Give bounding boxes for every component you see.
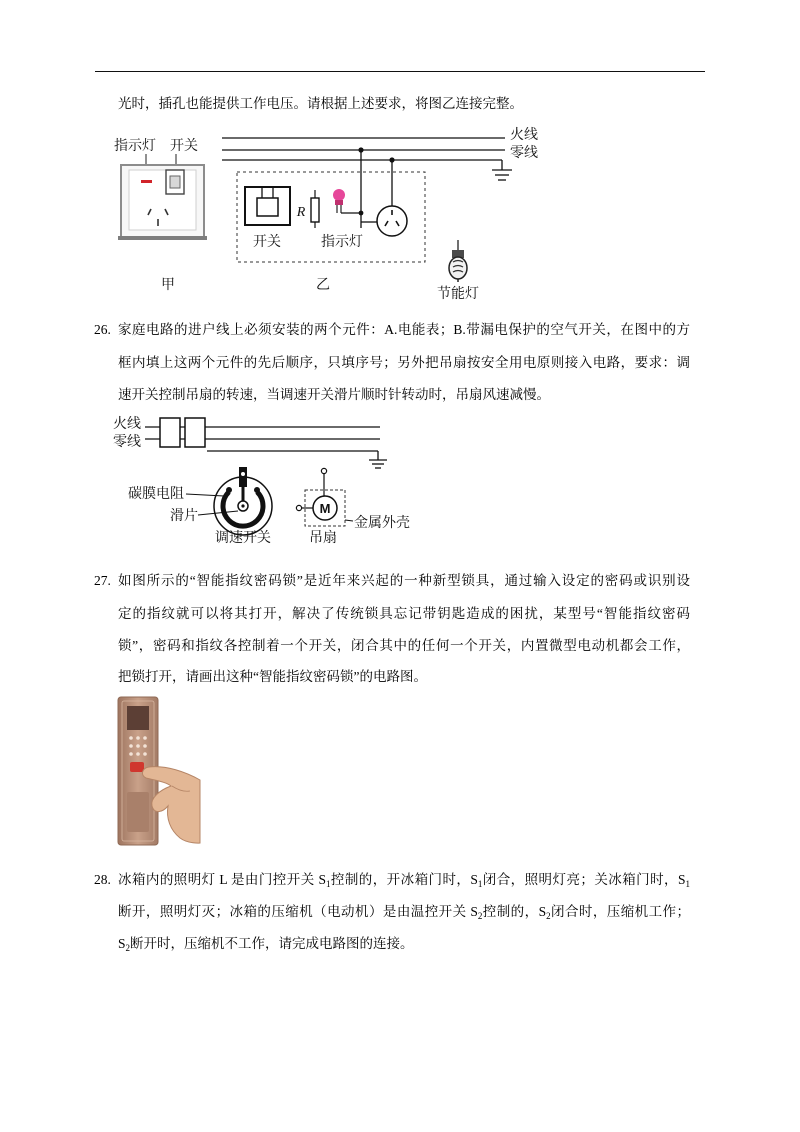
resistor-arc-label: 碳膜电阻	[128, 486, 184, 502]
slider-terminal	[239, 467, 247, 487]
figure-yi-circuit	[237, 147, 425, 293]
q28-text-segment: 冰箱内的照明灯 L 是由门控开关 S	[118, 872, 326, 887]
fingerprint-sensor	[130, 762, 144, 772]
lock-keypad	[129, 736, 147, 756]
ceiling-fan	[296, 468, 353, 526]
speed-switch-label: 调速开关	[215, 530, 271, 546]
q26-power-lines	[145, 427, 387, 468]
yi-indicator-label: 指示灯	[321, 234, 363, 250]
q25-continuation-text: 光时，插孔也能提供工作电压。请根据上述要求，将图乙连接完整。	[118, 96, 523, 111]
q26-neutral-label: 零线	[113, 434, 141, 450]
q28-text-segment: 控制的，S	[482, 904, 547, 919]
lock-screen	[127, 706, 149, 730]
q27-line-3: 锁”，密码和指纹各控制着一个开关，闭合其中的任何一个开关，内置微型电动机都会工作，	[118, 638, 690, 653]
yi-switch-label: 开关	[253, 234, 281, 250]
neutral-wire-label: 零线	[510, 145, 538, 161]
q26-ground-symbol	[369, 460, 387, 468]
lock-handle-area	[127, 792, 149, 832]
live-wire-label: 火线	[510, 127, 538, 143]
q28-subscript: 2	[546, 911, 551, 921]
component-box-2	[185, 418, 205, 447]
q28-subscript: 1	[325, 879, 331, 889]
jia-switch-label: 开关	[170, 138, 198, 154]
q26-line-2: 框内填上这两个元件的先后顺序，只填序号；另外把吊扇按安全用电原则接入电路，要求：调	[118, 355, 690, 370]
speed-switch	[214, 467, 272, 535]
q28-text-segment: 断开，照明灯灭；冰箱的压缩机（电动机）是由温控开关 S	[118, 904, 478, 919]
panel-indicator-light	[141, 180, 152, 183]
q26-line-1: 家庭电路的进户线上必须安装的两个元件：A.电能表；B.带漏电保护的空气开关，在图中的方	[118, 322, 690, 337]
q28-line-2	[118, 902, 690, 922]
resistor-label: R	[296, 205, 306, 220]
figure-jia-socket-panel	[114, 137, 207, 293]
lamp-label: 节能灯	[437, 286, 479, 302]
led-indicator	[333, 189, 345, 213]
figure-caption-jia: 甲	[161, 277, 175, 293]
q28-text-segment: 闭合，照明灯亮；关冰箱门时，S	[482, 872, 686, 887]
socket-symbol	[377, 206, 407, 236]
yi-switch	[245, 187, 290, 225]
ground-symbol	[492, 170, 512, 180]
q28-subscript: 2	[477, 911, 483, 921]
metal-shell-label: 金属外壳	[354, 515, 410, 531]
q28-number: 28.	[94, 872, 111, 887]
q28-line-1	[118, 870, 690, 890]
q26-line-3: 速开关控制吊扇的转速，当调速开关滑片顺时针转动时，吊扇风速减慢。	[118, 387, 550, 402]
q27-number: 27.	[94, 573, 111, 588]
q28-text-segment: 断开时，压缩机不工作，请完成电路图的连接。	[130, 936, 414, 951]
q26-circuit-figure	[105, 410, 440, 550]
q27-line-2: 定的指纹就可以将其打开，解决了传统锁具忘记带钥匙造成的困扰，某型号“智能指纹密码	[118, 606, 690, 621]
slider-label: 滑片	[170, 508, 198, 524]
q28-text-segment: 闭合时，压缩机工作；	[550, 904, 690, 919]
energy-saving-lamp	[437, 240, 479, 302]
resistor-r	[311, 190, 319, 228]
component-box-1	[160, 418, 180, 447]
q27-line-4: 把锁打开，请画出这种“智能指纹密码锁”的电路图。	[118, 669, 427, 684]
motor-letter: M	[319, 501, 331, 516]
fan-label: 吊扇	[309, 530, 337, 546]
q28-subscript: 1	[477, 879, 483, 889]
q25-circuit-figure	[100, 125, 560, 305]
q26-live-label: 火线	[113, 416, 141, 432]
q28-subscript: 1	[685, 879, 690, 889]
q28-line-3	[118, 934, 690, 954]
jia-indicator-label: 指示灯	[114, 138, 156, 154]
figure-caption-yi: 乙	[316, 277, 330, 293]
q27-line-1: 如图所示的“智能指纹密码锁”是近年来兴起的一种新型锁具，通过输入设定的密码或识别设	[118, 573, 690, 588]
q28-text-segment: S	[118, 936, 126, 951]
fingerprint-lock-photo	[112, 693, 204, 848]
q28-subscript: 2	[125, 943, 131, 953]
q28-text-segment: 控制的，开冰箱门时，S	[330, 872, 478, 887]
header-rule	[95, 71, 705, 72]
q26-number: 26.	[94, 322, 111, 337]
